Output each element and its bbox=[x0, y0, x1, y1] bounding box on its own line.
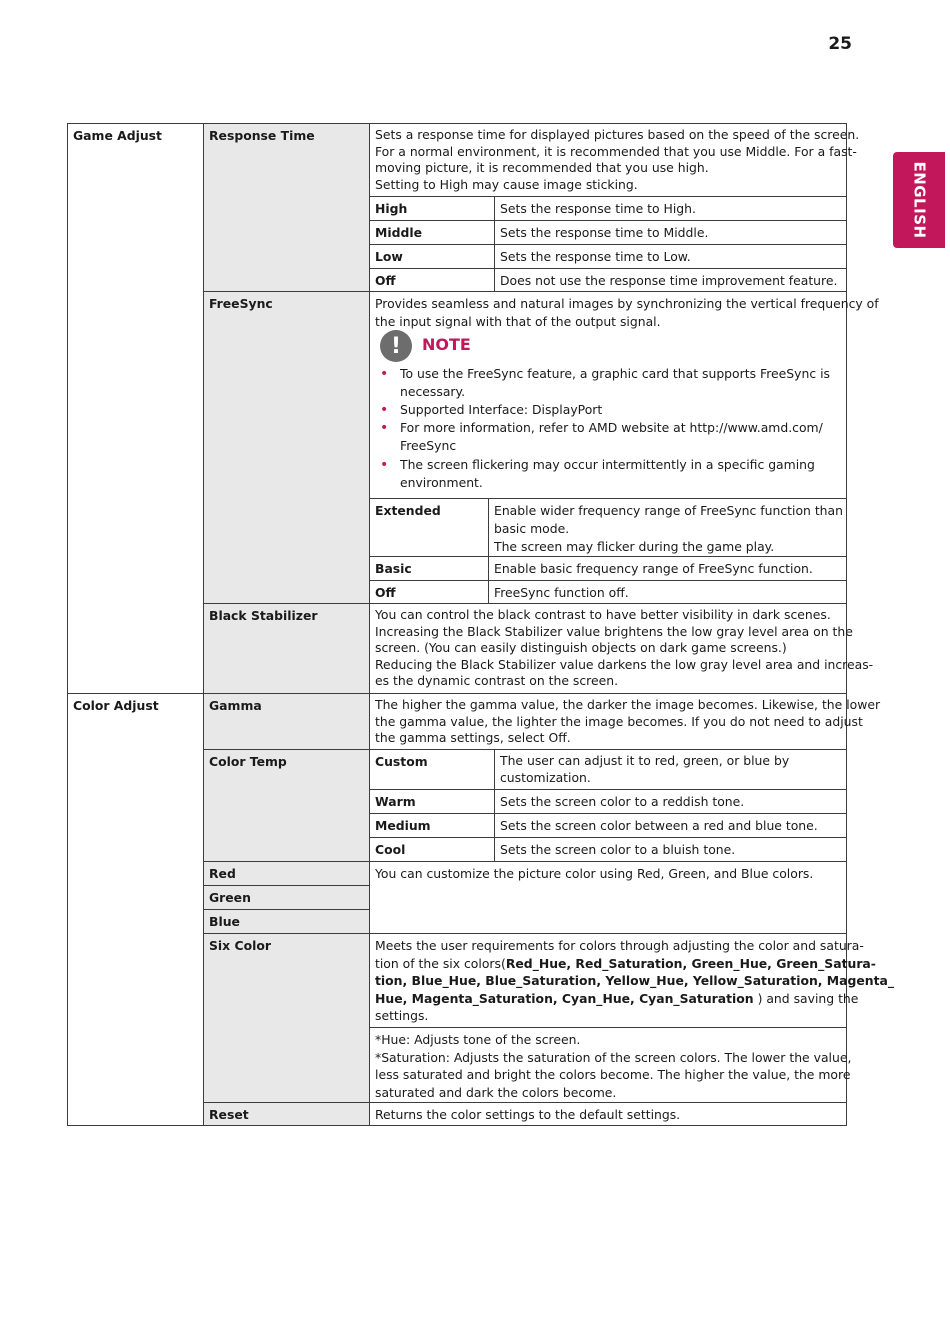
description-line: *Saturation: Adjusts the saturation of the screen colors. The lower the value, bbox=[375, 1049, 852, 1065]
category-label: Color Adjust bbox=[73, 698, 159, 713]
option-text: The user can adjust it to red, green, or blue by bbox=[500, 753, 790, 768]
description-text: tion of the six colors( bbox=[375, 955, 506, 971]
setting-blue bbox=[203, 909, 370, 934]
option-description bbox=[494, 837, 847, 862]
setting-label: Response Time bbox=[209, 128, 315, 143]
setting-label: Green bbox=[209, 890, 251, 905]
bullet-icon: • bbox=[380, 457, 389, 473]
option-description bbox=[494, 789, 847, 814]
option-text: Sets the response time to Low. bbox=[500, 249, 691, 264]
option-text: FreeSync function off. bbox=[494, 585, 629, 600]
description-line: the input signal with that of the output signal. bbox=[375, 314, 661, 329]
option-name bbox=[369, 498, 489, 557]
option-description bbox=[494, 813, 847, 838]
description-line: saturated and dark the colors become. bbox=[375, 1084, 617, 1100]
color-list: tion, Blue_Hue, Blue_Saturation, Yellow_Hue, Yellow_Saturation, Magenta_ bbox=[375, 973, 895, 988]
note-label: NOTE bbox=[422, 335, 471, 354]
description-line: Increasing the Black Stabilizer value brightens the low gray level area on the bbox=[375, 623, 853, 639]
option-label: Off bbox=[375, 273, 396, 288]
description-line: You can control the black contrast to have better visibility in dark scenes. bbox=[375, 607, 831, 622]
option-text: Sets the screen color between a red and blue tone. bbox=[500, 818, 818, 833]
option-label: Warm bbox=[375, 794, 416, 809]
option-name bbox=[369, 789, 495, 814]
description-line: Meets the user requirements for colors through adjusting the color and satura- bbox=[375, 938, 864, 953]
option-description bbox=[494, 749, 847, 790]
setting-label: Six Color bbox=[209, 938, 271, 953]
description-line: moving picture, it is recommended that you use high. bbox=[375, 160, 709, 175]
option-text: Sets the response time to High. bbox=[500, 201, 696, 216]
setting-label: Gamma bbox=[209, 698, 262, 713]
note-bullet bbox=[380, 456, 840, 492]
setting-label: Blue bbox=[209, 914, 240, 929]
option-label: Basic bbox=[375, 561, 412, 576]
option-label: Off bbox=[375, 585, 396, 600]
note-header bbox=[380, 330, 500, 364]
bullet-icon: • bbox=[380, 420, 389, 436]
note-line: Supported Interface: DisplayPort bbox=[400, 402, 603, 417]
bullet-icon: • bbox=[380, 402, 389, 418]
setting-label: Red bbox=[209, 866, 236, 881]
description-line: settings. bbox=[375, 1008, 429, 1023]
option-description bbox=[494, 268, 847, 292]
description-line: the gamma settings, select Off. bbox=[375, 730, 571, 745]
note-line: environment. bbox=[400, 475, 483, 490]
option-name bbox=[369, 837, 495, 862]
option-label: Middle bbox=[375, 225, 422, 240]
category-game-adjust bbox=[67, 123, 204, 694]
note-line: The screen flickering may occur intermittently in a specific gaming bbox=[400, 457, 815, 472]
setting-green bbox=[203, 885, 370, 910]
language-tab bbox=[893, 152, 945, 248]
note-bullet bbox=[380, 419, 840, 455]
description-line bbox=[375, 955, 876, 973]
category-color-adjust bbox=[67, 693, 204, 1126]
color-list: Red_Hue, Red_Saturation, Green_Hue, Green_Satura- bbox=[505, 955, 876, 971]
gamma-description bbox=[369, 693, 881, 750]
option-text: Does not use the response time improvement feature. bbox=[500, 273, 838, 288]
description-line: *Hue: Adjusts tone of the screen. bbox=[375, 1032, 581, 1047]
setting-red bbox=[203, 861, 370, 886]
option-text: Sets the screen color to a bluish tone. bbox=[500, 842, 736, 857]
option-description bbox=[494, 196, 847, 221]
option-text: customization. bbox=[500, 769, 591, 785]
description-line: Reducing the Black Stabilizer value darkens the low gray level area and increas- bbox=[375, 656, 874, 672]
option-description bbox=[494, 244, 847, 269]
setting-reset bbox=[203, 1102, 370, 1126]
setting-label: FreeSync bbox=[209, 296, 273, 311]
exclamation-icon: ! bbox=[380, 330, 412, 362]
note-text bbox=[400, 419, 823, 455]
description-line bbox=[375, 990, 859, 1008]
language-tab-label: ENGLISH bbox=[910, 161, 929, 239]
option-description bbox=[488, 498, 847, 557]
six-color-note bbox=[369, 1027, 852, 1103]
option-name bbox=[369, 220, 495, 245]
setting-label: Black Stabilizer bbox=[209, 608, 318, 623]
reset-description bbox=[369, 1102, 847, 1126]
option-name bbox=[369, 244, 495, 269]
option-description bbox=[494, 220, 847, 245]
description-text: ) and saving the bbox=[753, 990, 859, 1006]
setting-label: Reset bbox=[209, 1107, 249, 1122]
setting-freesync bbox=[203, 291, 370, 604]
setting-label: Color Temp bbox=[209, 754, 287, 769]
option-text: The screen may flicker during the game play. bbox=[494, 539, 775, 554]
description-line: Sets a response time for displayed pictures based on the speed of the screen. bbox=[375, 127, 860, 142]
option-text: Enable basic frequency range of FreeSync function. bbox=[494, 561, 813, 576]
setting-six-color bbox=[203, 933, 370, 1103]
description-line: Provides seamless and natural images by synchronizing the vertical frequency of bbox=[375, 296, 879, 311]
setting-black-stabilizer bbox=[203, 603, 370, 694]
description-line: Returns the color settings to the default settings. bbox=[375, 1107, 681, 1122]
description-line: less saturated and bright the colors become. The higher the value, the more bbox=[375, 1067, 851, 1082]
option-text: Sets the response time to Middle. bbox=[500, 225, 709, 240]
option-description bbox=[488, 580, 847, 604]
black-stabilizer-description bbox=[369, 603, 874, 694]
option-description bbox=[488, 556, 847, 581]
response-time-description bbox=[369, 123, 860, 197]
description-line: For a normal environment, it is recommended that you use Middle. For a fast- bbox=[375, 143, 857, 159]
note-line: FreeSync bbox=[400, 438, 457, 453]
note-text bbox=[400, 365, 830, 401]
note-line: necessary. bbox=[400, 384, 466, 399]
description-line: Setting to High may cause image sticking. bbox=[375, 176, 638, 192]
option-text: basic mode. bbox=[494, 521, 570, 536]
note-bullet bbox=[380, 365, 840, 401]
description-line: The higher the gamma value, the darker the image becomes. Likewise, the lower bbox=[375, 697, 881, 712]
option-label: Medium bbox=[375, 818, 431, 833]
description-line: You can customize the picture color using Red, Green, and Blue colors. bbox=[375, 866, 814, 881]
option-label: Cool bbox=[375, 842, 406, 857]
option-text: Enable wider frequency range of FreeSync function than bbox=[494, 503, 843, 518]
option-label: Extended bbox=[375, 503, 441, 518]
six-color-description bbox=[369, 933, 895, 1028]
page-number: 25 bbox=[828, 34, 852, 54]
description-line: es the dynamic contrast on the screen. bbox=[375, 673, 619, 688]
option-name bbox=[369, 196, 495, 221]
note-bullet bbox=[380, 401, 840, 419]
bullet-icon: • bbox=[380, 366, 389, 382]
note-text bbox=[400, 401, 602, 419]
option-label: High bbox=[375, 201, 408, 216]
color-list: Hue, Magenta_Saturation, Cyan_Hue, Cyan_Saturation bbox=[375, 990, 754, 1006]
setting-gamma bbox=[203, 693, 370, 750]
description-line: screen. (You can easily distinguish objects on dark game screens.) bbox=[375, 640, 787, 655]
rgb-description bbox=[369, 861, 847, 934]
note-line: To use the FreeSync feature, a graphic card that supports FreeSync is bbox=[400, 366, 830, 381]
option-name bbox=[369, 268, 495, 292]
note-line: For more information, refer to AMD website at http://www.amd.com/ bbox=[400, 420, 823, 435]
option-name bbox=[369, 749, 495, 790]
option-name bbox=[369, 556, 489, 581]
option-name bbox=[369, 580, 489, 604]
option-label: Low bbox=[375, 249, 403, 264]
setting-color-temp bbox=[203, 749, 370, 862]
note-text bbox=[400, 456, 815, 492]
description-line: the gamma value, the lighter the image becomes. If you do not need to adjust bbox=[375, 713, 863, 729]
option-text: Sets the screen color to a reddish tone. bbox=[500, 794, 745, 809]
category-label: Game Adjust bbox=[73, 128, 162, 143]
setting-response-time bbox=[203, 123, 370, 292]
option-name bbox=[369, 813, 495, 838]
option-label: Custom bbox=[375, 754, 428, 769]
